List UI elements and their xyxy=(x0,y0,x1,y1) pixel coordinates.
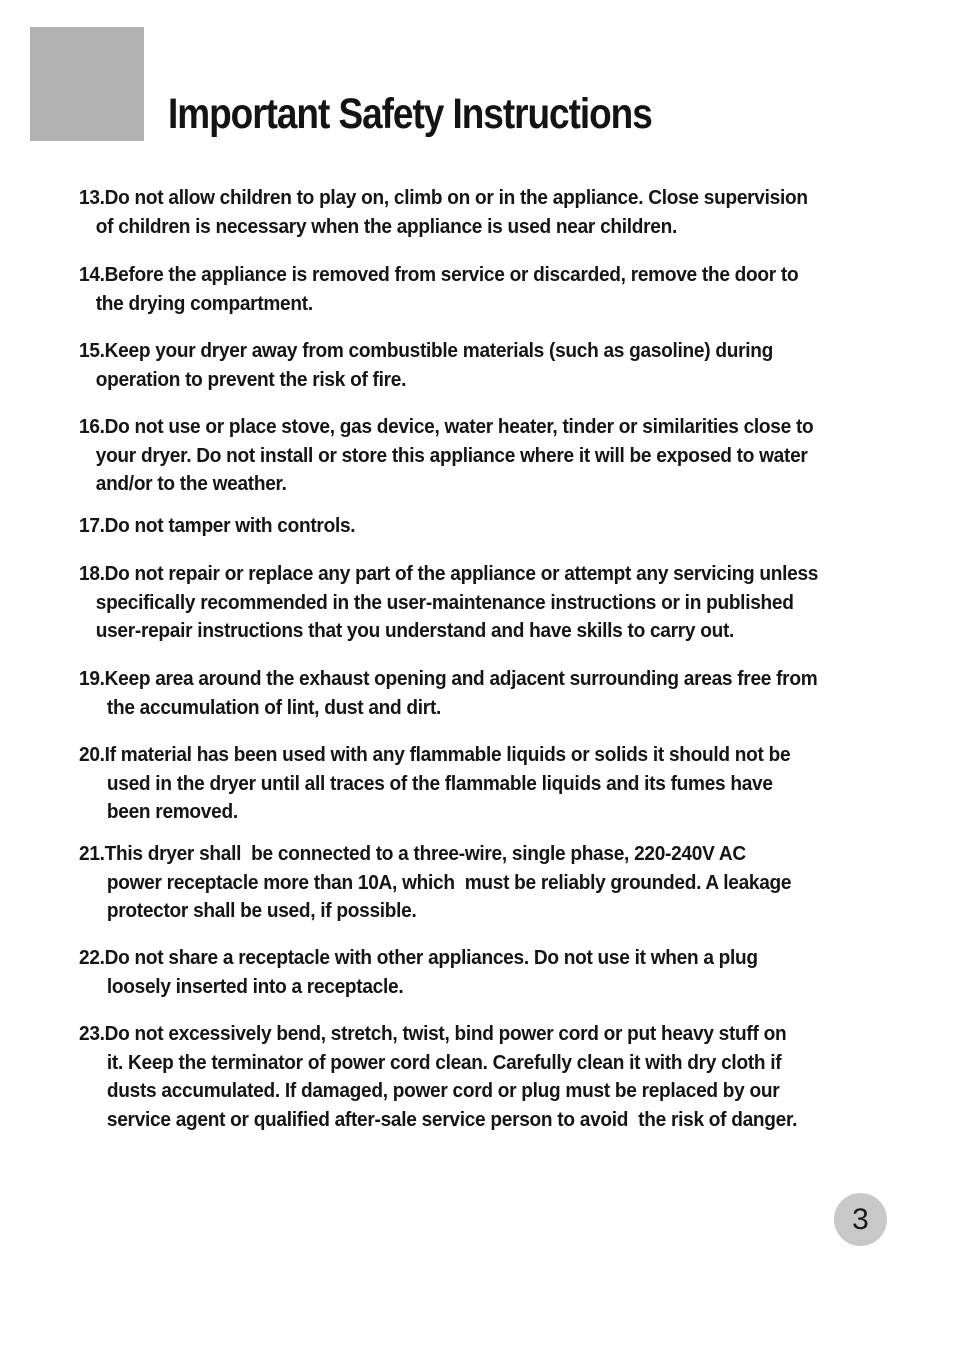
instruction-number: 20. xyxy=(79,743,105,766)
instruction-line: specifically recommended in the user-maintenance instructions or in published xyxy=(95,590,794,614)
instruction-line: Keep area around the exhaust opening and adjacent surrounding areas free from xyxy=(104,667,818,690)
instruction-number: 13. xyxy=(79,186,105,209)
instruction-line: service agent or qualified after-sale service person to avoid the risk of danger. xyxy=(106,1107,798,1131)
instruction-line: If material has been used with any flammable liquids or solids it should not be xyxy=(104,743,791,766)
instruction-item-16 xyxy=(79,413,813,499)
instruction-line: dusts accumulated. If damaged, power cord or plug must be replaced by our xyxy=(106,1079,780,1102)
instruction-line: and/or to the weather. xyxy=(95,472,287,495)
instruction-line: Do not allow children to play on, climb on or in the appliance. Close supervision xyxy=(104,186,808,209)
instruction-item-18 xyxy=(79,560,818,646)
instruction-number: 21. xyxy=(79,842,105,865)
instruction-line: Do not tamper with controls. xyxy=(104,514,356,537)
instruction-line: Do not share a receptacle with other appliances. Do not use it when a plug xyxy=(104,946,758,969)
page-number: 3 xyxy=(852,1202,869,1236)
instruction-line: it. Keep the terminator of power cord clean. Carefully clean it with dry cloth if xyxy=(106,1050,782,1074)
instruction-item-17 xyxy=(79,512,355,541)
instruction-line: Do not excessively bend, stretch, twist, bind power cord or put heavy stuff on xyxy=(104,1022,787,1045)
instruction-line: loosely inserted into a receptacle. xyxy=(106,974,404,998)
instruction-line: Keep your dryer away from combustible materials (such as gasoline) during xyxy=(104,339,773,362)
instruction-number: 14. xyxy=(79,263,105,286)
instruction-line: user-repair instructions that you understand and have skills to carry out. xyxy=(95,619,735,642)
page-number-badge xyxy=(834,1193,887,1246)
instruction-number: 17. xyxy=(79,514,105,537)
instruction-line: power receptacle more than 10A, which must be reliably grounded. A leakage xyxy=(106,870,792,894)
instruction-line: Do not use or place stove, gas device, water heater, tinder or similarities close to xyxy=(104,415,814,438)
instruction-number: 23. xyxy=(79,1022,105,1045)
instruction-line: the drying compartment. xyxy=(95,291,313,315)
instruction-number: 22. xyxy=(79,946,105,969)
instruction-item-13 xyxy=(79,184,808,241)
instruction-line: Before the appliance is removed from service or discarded, remove the door to xyxy=(104,263,799,286)
instruction-item-14 xyxy=(79,261,798,318)
page-title: Important Safety Instructions xyxy=(168,90,652,138)
instruction-number: 16. xyxy=(79,415,105,438)
instruction-line: of children is necessary when the appliance is used near children. xyxy=(95,214,678,238)
instruction-item-23 xyxy=(79,1020,797,1134)
instruction-item-20 xyxy=(79,741,790,827)
instruction-line: been removed. xyxy=(106,800,238,823)
instruction-number: 15. xyxy=(79,339,105,362)
instruction-line: used in the dryer until all traces of the flammable liquids and its fumes have xyxy=(106,771,773,795)
instruction-line: Do not repair or replace any part of the appliance or attempt any servicing unless xyxy=(104,562,819,585)
instruction-line: operation to prevent the risk of fire. xyxy=(95,367,407,391)
instruction-item-22 xyxy=(79,944,758,1001)
instruction-item-21 xyxy=(79,840,791,926)
instruction-number: 18. xyxy=(79,562,105,585)
instruction-line: your dryer. Do not install or store this appliance where it will be exposed to water xyxy=(95,443,808,467)
instruction-number: 19. xyxy=(79,667,105,690)
instruction-line: This dryer shall be connected to a three-wire, single phase, 220-240V AC xyxy=(104,842,746,865)
instruction-line: protector shall be used, if possible. xyxy=(106,899,417,922)
corner-decoration-block xyxy=(30,27,144,141)
instruction-item-19 xyxy=(79,665,817,722)
instruction-item-15 xyxy=(79,337,773,394)
instruction-line: the accumulation of lint, dust and dirt. xyxy=(106,695,442,719)
